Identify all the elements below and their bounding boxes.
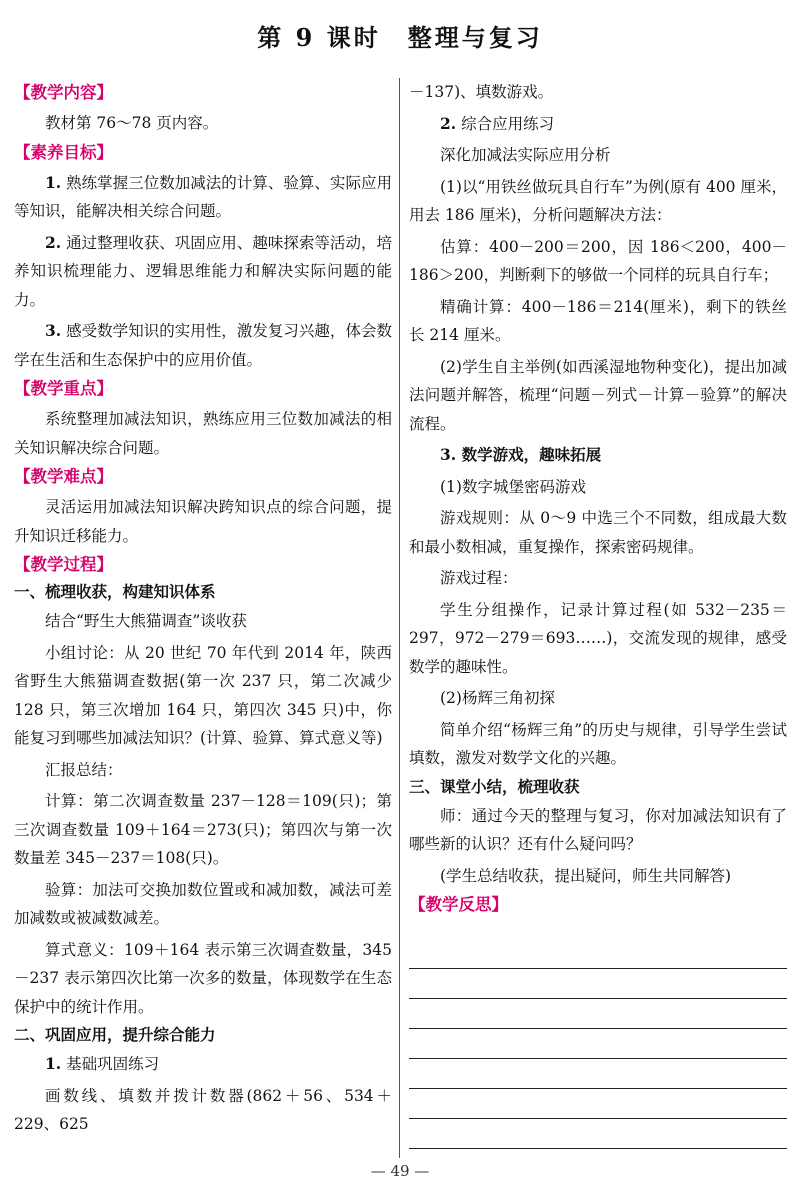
paragraph: [409, 441, 787, 470]
paragraph: 师：通过今天的整理与复习，你对加减法知识有了哪些新的认识？还有什么疑问吗？: [409, 806, 787, 853]
paragraph: 学生分组操作，记录计算过程(如 532－235＝297，972－279＝693……)，交流发现的规律，感受数学的趣味性。: [409, 600, 787, 676]
item-number: 3.: [440, 445, 457, 464]
paragraph: 深化加减法实际应用分析: [440, 146, 611, 164]
goal-2: [14, 229, 392, 315]
item-number: 1.: [45, 1054, 62, 1073]
column-divider: [399, 78, 400, 1158]
heading-teaching-process: 【教学过程】: [14, 555, 113, 574]
goal-2-text: 通过整理收获、巩固应用、趣味探索等活动，培养知识梳理能力、逻辑思维能力和解决实际问题的能力。: [14, 233, 392, 309]
reflection-writing-line: [409, 998, 787, 999]
paragraph: 计算：第二次调查数量 237－128＝109(只)；第三次调查数量 109＋164＝273(只)；第四次与第一次数量差 345－237＝108(只)。: [14, 792, 392, 867]
paragraph: (2)学生自主举例(如西溪湿地物种变化)，提出加减法问题并解答，梳理“问题－列式－计算－验算”的解决流程。: [409, 357, 787, 433]
difficulties-text: 灵活运用加减法知识解决跨知识点的综合问题，提升知识迁移能力。: [14, 498, 392, 545]
reflection-writing-line: [409, 1058, 787, 1059]
page-number: — 49 —: [370, 1162, 430, 1180]
paragraph: 结合“野生大熊猫调查”谈收获: [45, 612, 247, 630]
goal-3-number: 3.: [45, 321, 62, 340]
section-3-heading: 三、课堂小结，梳理收获: [409, 777, 580, 796]
reflection-writing-line: [409, 1028, 787, 1029]
paragraph: 精确计算：400－186＝214(厘米)，剩下的铁丝长 214 厘米。: [409, 297, 787, 344]
paragraph: 算式意义：109＋164 表示第三次调查数量，345－237 表示第四次比第一次多的数量，体现数学在生态保护中的统计作用。: [14, 940, 392, 1016]
heading-key-points: 【教学重点】: [14, 379, 113, 398]
paragraph: 估算：400－200＝200，因 186＜200，400－186＞200，判断剩下的够做一个同样的玩具自行车；: [409, 237, 787, 284]
teaching-content-text: 教材第 76～78 页内容。: [45, 114, 219, 132]
goal-1-number: 1.: [45, 172, 62, 192]
goal-3-text: 感受数学知识的实用性，激发复习兴趣，体会数学在生活和生态保护中的应用价值。: [14, 322, 392, 369]
paragraph: 小组讨论：从 20 世纪 70 年代到 2014 年，陕西省野生大熊猫调查数据(第一次 237 只，第二次减少 128 只，第三次增加 164 只，第四次 345 只)中，你能复习到哪些加减法知识？(计算、验算、算式意义等): [14, 643, 392, 747]
paragraph: (1)以“用铁丝做玩具自行车”为例(原有 400 厘米，用去 186 厘米)，分析问题解决方法：: [409, 177, 787, 224]
reflection-writing-line: [409, 1148, 787, 1149]
goal-1: [14, 169, 392, 226]
reflection-writing-line: [409, 1088, 787, 1089]
paragraph: (1)数字城堡密码游戏: [440, 477, 586, 496]
right-column: [409, 78, 787, 921]
paragraph: (2)杨辉三角初探: [440, 689, 555, 707]
reflection-writing-line: [409, 968, 787, 969]
page-title: 第 9 课时 整理与复习: [257, 23, 543, 52]
reflection-writing-line: [409, 1118, 787, 1119]
paragraph: 验算：加法可交换加数位置或和减加数，减法可差加减数或被减数减差。: [14, 880, 392, 927]
item-text: 数学游戏，趣味拓展: [456, 445, 602, 464]
heading-teaching-content: 【教学内容】: [14, 83, 113, 102]
paragraph: [14, 1050, 392, 1079]
key-points-text: 系统整理加减法知识，熟练应用三位数加减法的相关知识解决综合问题。: [14, 410, 392, 457]
item-text: 综合应用练习: [456, 114, 555, 133]
goal-2-number: 2.: [45, 232, 62, 252]
left-column: [14, 78, 392, 1142]
paragraph: (学生总结收获，提出疑问，师生共同解答): [440, 866, 732, 885]
heading-difficulties: 【教学难点】: [14, 467, 113, 486]
paragraph: 简单介绍“杨辉三角”的历史与规律，引导学生尝试填数，激发对数学文化的兴趣。: [409, 720, 787, 767]
section-1-heading: 一、梳理收获，构建知识体系: [14, 583, 216, 601]
paragraph: －137)、填数游戏。: [409, 83, 554, 101]
paragraph: 画数线、填数并拨计数器(862＋56、534＋229、625: [14, 1086, 392, 1133]
heading-literacy-goals: 【素养目标】: [14, 142, 113, 162]
heading-teaching-reflection: 【教学反思】: [409, 895, 508, 914]
paragraph: [409, 110, 787, 139]
section-2-heading: 二、巩固应用，提升综合能力: [14, 1026, 216, 1044]
paragraph: 游戏过程：: [440, 569, 518, 587]
paragraph: 汇报总结：: [45, 760, 123, 779]
item-number: 2.: [440, 113, 457, 133]
paragraph: 游戏规则：从 0～9 中选三个不同数，组成最大数和最小数相减，重复操作，探索密码规律。: [409, 509, 787, 556]
item-text: 基础巩固练习: [61, 1055, 160, 1073]
goal-1-text: 熟练掌握三位数加减法的计算、验算、实际应用等知识，能解决相关综合问题。: [14, 173, 392, 220]
goal-3: [14, 317, 392, 374]
